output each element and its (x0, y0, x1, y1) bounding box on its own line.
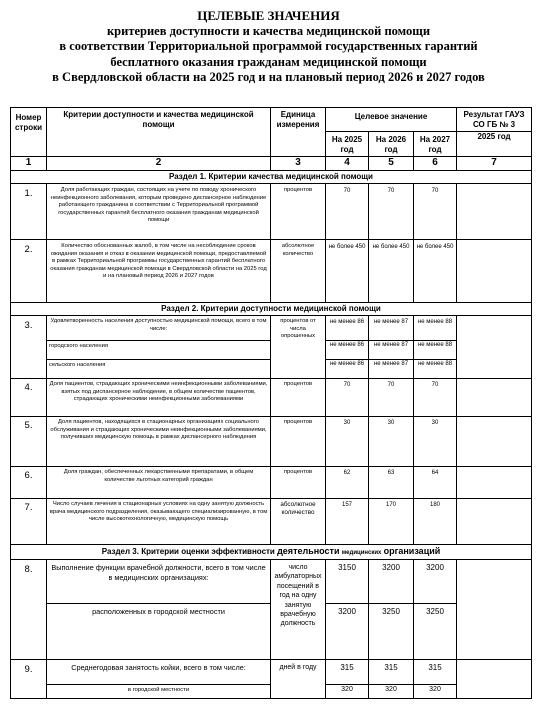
value-2027: 3200 (414, 560, 457, 604)
result-cell (457, 467, 532, 499)
document-title (0, 8, 537, 86)
result-cell (457, 499, 532, 545)
value-2027: 30 (414, 417, 457, 467)
section-1-title: Раздел 1. Критерии качества медицинской помощи (11, 171, 532, 184)
section-3-part-1: Раздел 3. Критерии оценки эффективности (101, 547, 275, 556)
value-2027: 3250 (414, 604, 457, 660)
value-2026: 63 (369, 467, 414, 499)
value-2025: не менее 86 (326, 341, 369, 360)
value-2027: 70 (414, 379, 457, 417)
value-2026: не менее 87 (369, 360, 414, 379)
value-2026: не менее 87 (369, 316, 414, 341)
criteria-table (10, 107, 532, 699)
criteria-text: Доля работающих граждан, состоящих на учете по поводу хронического неинфекционного заболевания, которым проведено диспансерное наблюдение работающего гражданина в соответствии с Территориальной программой государственных гарантий бесплатного оказания гражданам медицинской помощи (47, 184, 271, 240)
table-row (11, 467, 532, 499)
value-2027: 180 (414, 499, 457, 545)
unit-text: процентов (271, 379, 326, 417)
value-2027: не более 450 (414, 240, 457, 303)
unit-text: процентов (271, 467, 326, 499)
section-2-title: Раздел 2. Критерии доступности медицинской помощи (11, 303, 532, 316)
value-2025: 3150 (326, 560, 369, 604)
row-number: 8. (11, 560, 47, 660)
criteria-text: Число случаев лечения в стационарных условиях на одну занятую должность врача медицинского подразделения, оказывающего специализированную, в том числе высокотехнологичную, медицинскую помощь (47, 499, 271, 545)
result-cell (457, 560, 532, 660)
title-line-3: в соответствии Территориальной программой государственных гарантий (59, 39, 478, 53)
row-number: 5. (11, 417, 47, 467)
value-2026: 30 (369, 417, 414, 467)
value-2025: не менее 86 (326, 316, 369, 341)
value-2025: 62 (326, 467, 369, 499)
header-criteria: Критерии доступности и качества медицинской помощи (47, 108, 271, 157)
header-result-year: 2025 год (457, 132, 532, 157)
row-number: 4. (11, 379, 47, 417)
section-3-part-2: деятельности (277, 546, 340, 556)
criteria-text: Доля пациентов, страдающих хроническими неинфекционными заболеваниями, взятых под диспансерное наблюдение, в общем количестве пациентов, страдающих хроническими неинфекционными заболеваниями (47, 379, 271, 417)
unit-text: процентов (271, 417, 326, 467)
value-2025: 70 (326, 184, 369, 240)
row-number: 1. (11, 184, 47, 240)
criteria-text: Количество обоснованных жалоб, в том числе на несоблюдение сроков ожидания оказания и отказ в оказании медицинской помощи, предоставляемой в рамках Территориальной программы государственных гарантий бесплатного оказания гражданам медицинской помощи в Свердловской области на 2025 год и на плановый период 2026 и 2027 годов (47, 240, 271, 303)
header-unit: Единица измерения (271, 108, 326, 157)
sub-criteria-urban: в городской местности (47, 685, 271, 699)
title-line-2: критериев доступности и качества медицинской помощи (106, 23, 431, 38)
row-number: 9. (11, 660, 47, 699)
section-2-row (11, 303, 532, 316)
value-2026: 320 (369, 685, 414, 699)
section-3-row (11, 545, 532, 560)
table-row (11, 379, 532, 417)
value-2025: 3200 (326, 604, 369, 660)
result-cell (457, 184, 532, 240)
criteria-text: Среднегодовая занятость койки, всего в том числе: (47, 660, 271, 685)
criteria-text: Доля граждан, обеспеченных лекарственными препаратами, в общем количестве льготных категорий граждан (47, 467, 271, 499)
unit-text: процентов (271, 184, 326, 240)
unit-text: дней в году (271, 660, 326, 699)
value-2026: 70 (369, 379, 414, 417)
header-row (11, 108, 532, 132)
row-number: 2. (11, 240, 47, 303)
section-3-title (11, 545, 532, 560)
row-number: 3. (11, 316, 47, 379)
value-2026: 3200 (369, 560, 414, 604)
sub-criteria-rural: сельского населения (47, 360, 271, 379)
row-number: 6. (11, 467, 47, 499)
section-1-row (11, 171, 532, 184)
unit-text: абсолютное количество (271, 240, 326, 303)
table-row (11, 184, 532, 240)
value-2027: 70 (414, 184, 457, 240)
header-year-2025: На 2025 год (326, 132, 369, 157)
result-cell (457, 240, 532, 303)
section-3-part-3: медицинских (341, 550, 382, 556)
criteria-text: Выполнение функции врачебной должности, всего в том числе в медицинских организациях: (47, 560, 271, 604)
title-line-5: в Свердловской области на 2025 год и на плановый период 2026 и 2027 годов (52, 70, 485, 84)
value-2026: 170 (369, 499, 414, 545)
column-numbers-row (11, 157, 532, 171)
unit-text: абсолютное количество (271, 499, 326, 545)
criteria-text: Доля пациентов, находящихся в стационарных организациях социального обслуживания и страдающих хроническими неинфекционными заболеваниями, получивших медицинскую помощь в рамках диспансерного наблюдения (47, 417, 271, 467)
value-2025: 70 (326, 379, 369, 417)
value-2027: не менее 88 (414, 360, 457, 379)
result-cell (457, 379, 532, 417)
result-cell (457, 660, 532, 699)
table-row (11, 240, 532, 303)
table-row (11, 660, 532, 685)
title-line-4: бесплатного оказания гражданам медицинской помощи (110, 54, 427, 69)
col-number-5: 5 (369, 157, 414, 171)
header-row-number: Номер строки (11, 108, 47, 157)
table-row (11, 316, 532, 341)
header-result: Результат ГАУЗ СО ГБ № 3 (457, 108, 532, 132)
unit-text: процентов от числа опрошенных (271, 316, 326, 379)
col-number-7: 7 (457, 157, 532, 171)
unit-text: число амбулаторных посещений в год на одну занятую врачебную должность (271, 560, 326, 660)
col-number-3: 3 (271, 157, 326, 171)
value-2026: 70 (369, 184, 414, 240)
col-number-4: 4 (326, 157, 369, 171)
row-number: 7. (11, 499, 47, 545)
criteria-text: Удовлетворенность населения доступностью медицинской помощи, всего в том числе: (47, 316, 271, 341)
table-row (11, 499, 532, 545)
table-row (11, 560, 532, 604)
value-2026: не менее 87 (369, 341, 414, 360)
col-number-1: 1 (11, 157, 47, 171)
header-target: Целевое значение (326, 108, 457, 132)
value-2026: не более 450 (369, 240, 414, 303)
sub-criteria-urban: городского населения (47, 341, 271, 360)
value-2027: 315 (414, 660, 457, 685)
header-year-2026: На 2026 год (369, 132, 414, 157)
table-row (11, 417, 532, 467)
value-2025: не менее 86 (326, 360, 369, 379)
value-2025: 30 (326, 417, 369, 467)
sub-criteria-urban: расположенных в городской местности (47, 604, 271, 660)
value-2026: 3250 (369, 604, 414, 660)
result-cell (457, 316, 532, 379)
value-2027: не менее 88 (414, 341, 457, 360)
col-number-6: 6 (414, 157, 457, 171)
value-2025: 320 (326, 685, 369, 699)
header-year-2027: На 2027 год (414, 132, 457, 157)
section-3-part-4: организаций (383, 546, 441, 556)
value-2027: не менее 88 (414, 316, 457, 341)
value-2027: 320 (414, 685, 457, 699)
title-line-1: ЦЕЛЕВЫЕ ЗНАЧЕНИЯ (197, 8, 340, 23)
value-2026: 315 (369, 660, 414, 685)
value-2025: 315 (326, 660, 369, 685)
value-2025: 157 (326, 499, 369, 545)
value-2027: 64 (414, 467, 457, 499)
col-number-2: 2 (47, 157, 271, 171)
result-cell (457, 417, 532, 467)
value-2025: не более 450 (326, 240, 369, 303)
